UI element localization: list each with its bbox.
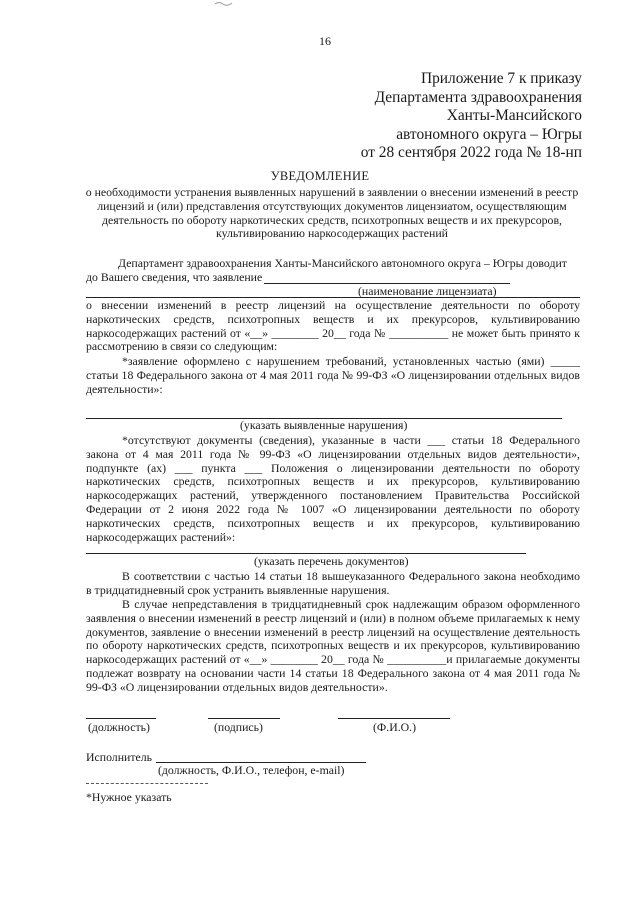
para-line: Федерации от 2 июня 2022 года № 1007 «О лицензировании деятельности по обороту — [86, 501, 580, 516]
appendix-line: Департамента здравоохранения — [374, 88, 582, 106]
page-number: 16 — [319, 34, 331, 48]
para-line: закона от 4 мая 2011 года № 99-ФЗ «О лицензировании отдельных видов деятельности», — [86, 446, 580, 461]
document-subtitle — [84, 186, 580, 241]
subtitle-line: лицензий и (или) представления отсутствующих документов лицензиатом, осуществляющим — [97, 198, 567, 213]
para-line: наркотических средств, психотропных веществ и их прекурсоров, культивированию — [86, 474, 580, 489]
para-line: документов, заявление о внесении изменений в реестр лицензий на осуществление деятельность — [86, 624, 580, 639]
intro-line: до Вашего сведения, что заявление — [86, 270, 263, 284]
paragraph-4 — [86, 570, 580, 598]
para-line: о внесении изменений в реестр лицензий на осуществление деятельности по обороту — [86, 298, 580, 312]
para-line: заявления о внесении изменений в реестр лицензий и (или) в полном объеме прилагаемых к нему — [86, 610, 580, 625]
executor-caption: (должность, Ф.И.О., телефон, e-mail) — [158, 763, 345, 777]
paragraph-1 — [86, 299, 580, 354]
signature-caption: (подпись) — [214, 720, 263, 734]
subtitle-line: деятельность по обороту наркотических средств, психотропных веществ и их прекурсоров, — [102, 212, 562, 227]
subtitle-line: о необходимости устранения выявленных нарушений в заявлении о внесении изменений в реестр — [85, 185, 579, 199]
executor-label: Исполнитель — [86, 750, 152, 764]
licensee-caption: (наименование лицензиата) — [358, 284, 497, 298]
para-line: наркосодержащих растений от «__» ________ 20__ года № __________ не может быть принято к — [86, 325, 580, 340]
appendix-line: автономного округа – Югры — [396, 125, 582, 143]
para-line: статьи 18 Федерального закона от 4 мая 2011 года № 99-ФЗ «О лицензировании отдельных видов — [86, 367, 580, 382]
para-line: *отсутствуют документы (сведения), указанные в части ___ статьи 18 Федерального — [122, 433, 580, 447]
footnote-divider — [86, 783, 208, 784]
violations-caption: (указать выявленные нарушения) — [240, 418, 408, 432]
position-caption: (должность) — [88, 720, 150, 734]
para-line: подпункте (ах) ___ пункта ___ Положения о лицензировании деятельности по обороту — [86, 460, 580, 475]
fullname-line — [338, 718, 450, 719]
scan-mark-icon — [214, 0, 234, 6]
para-line: по обороту наркотических средств, психотропных веществ и их прекурсоров, культивированию — [86, 638, 580, 653]
document-title: УВЕДОМЛЕНИЕ — [270, 169, 370, 183]
appendix-line: Приложение 7 к приказу — [420, 70, 582, 87]
para-line: рассмотрению в связи со следующим: — [86, 339, 278, 354]
paragraph-3 — [86, 434, 580, 544]
intro-line: Департамент здравоохранения Ханты-Мансийского автономного округа – Югры доводит — [118, 256, 567, 270]
para-line: в тридцатидневный срок устранить выявленные нарушения. — [86, 582, 390, 597]
subtitle-line: культивированию наркосодержащих растений — [216, 226, 448, 241]
para-line: наркосодержащих растений от «__» ________ 20__ года № __________и прилагаемые документы — [86, 652, 580, 667]
appendix-header — [262, 70, 582, 163]
documents-caption: (указать перечень документов) — [254, 554, 409, 568]
para-line: *заявление оформлено с нарушением требований, установленных частью (ями) _____ — [122, 354, 580, 368]
footnote: *Нужное указать — [86, 790, 172, 804]
para-line: В соответствии с частью 14 статьи 18 вышеуказанного Федерального закона необходимо — [122, 569, 580, 583]
para-line: наркосодержащих растений, утвержденного постановлением Правительства Российской — [86, 488, 580, 503]
appendix-line: Ханты-Мансийского — [446, 107, 582, 124]
para-line: В случае непредставления в тридцатидневный срок надлежащим образом оформленного — [122, 597, 580, 611]
position-line — [86, 718, 156, 719]
para-line: 99-ФЗ «О лицензировании отдельных видов деятельности». — [86, 679, 388, 694]
para-line: подлежат возврату на основании части 14 статьи 18 Федерального закона от 4 мая 2011 года № — [86, 665, 580, 680]
fullname-caption: (Ф.И.О.) — [373, 720, 417, 734]
appendix-line: от 28 сентября 2022 года № 18-нп — [360, 144, 582, 161]
para-line: деятельности»: — [86, 381, 163, 396]
paragraph-5 — [86, 598, 580, 695]
signature-line — [208, 718, 280, 719]
para-line: наркотических средств, психотропных веществ и их прекурсоров, культивированию — [86, 311, 580, 326]
para-line: наркосодержащих растений»: — [86, 529, 236, 544]
para-line: наркотических средств, психотропных веществ и их прекурсоров, культивированию — [86, 515, 580, 530]
paragraph-2 — [86, 355, 580, 396]
